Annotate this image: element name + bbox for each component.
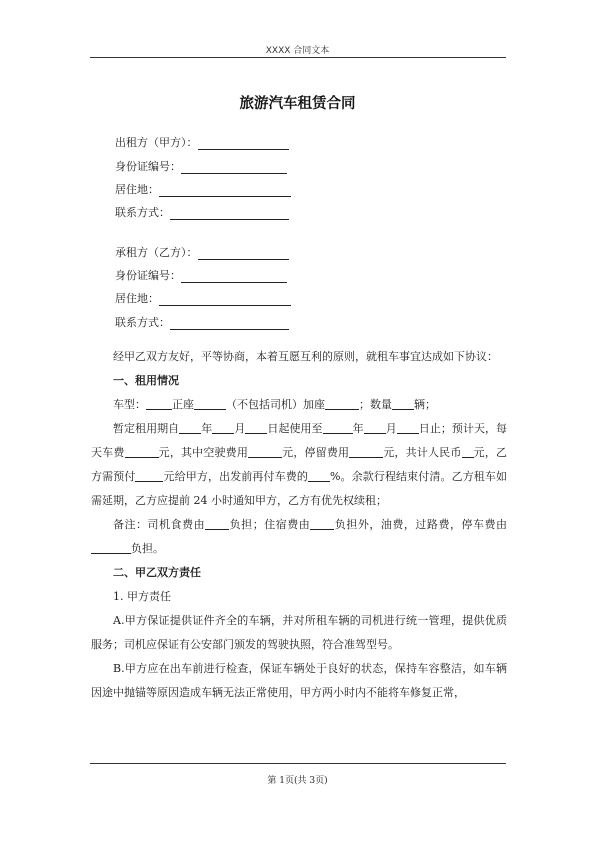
page-header: XXXX 合同文本	[265, 46, 330, 56]
extra-seat-blank[interactable]	[325, 397, 359, 410]
party-b-blank[interactable]	[198, 247, 289, 260]
header-divider	[90, 57, 506, 58]
daily-fee-blank[interactable]	[125, 445, 159, 458]
end-year-blank[interactable]	[323, 421, 353, 434]
clause-b: B.甲方应在出车前进行检查，保证车辆处于良好的状态，保持车容整洁，如车辆因途中抛锚等原因造成车辆无法正常使用，甲方两小时内不能将车修复正常，	[91, 662, 507, 699]
period-text-8: 元给甲方，出发前再付车费的	[163, 470, 308, 483]
end-month-blank[interactable]	[364, 421, 386, 434]
lodging-fee-payer-blank[interactable]	[310, 517, 334, 530]
car-type-blank[interactable]	[146, 397, 172, 410]
party-b-address-label: 居住地：	[115, 292, 159, 305]
party-b-id-blank[interactable]	[181, 270, 287, 283]
period-text-6: 元，共计人民币	[383, 446, 462, 459]
extra-seat-label: （不包括司机）加座	[226, 398, 325, 411]
period-text-2: 日起使用至	[267, 422, 323, 435]
party-a-contact-label: 联系方式：	[115, 206, 170, 219]
party-a-id-blank[interactable]	[181, 161, 287, 174]
intro-paragraph: 经甲乙双方友好，平等协商，本着互愿互利的原则，就租车事宜达成如下协议：	[113, 350, 498, 363]
deposit-percent-blank[interactable]	[308, 469, 330, 482]
car-type-label: 车型：	[113, 398, 146, 411]
party-b-contact-field	[115, 316, 289, 330]
party-a-id-field	[115, 160, 287, 174]
section-1-heading: 一、租用情况	[113, 374, 179, 387]
car-type-line	[91, 393, 507, 417]
stay-fee-blank[interactable]	[349, 445, 383, 458]
party-a-address-field	[115, 183, 291, 197]
start-month-blank[interactable]	[212, 421, 234, 434]
year-label-2: 年	[352, 422, 364, 435]
party-a-field	[115, 136, 289, 150]
party-a-blank[interactable]	[198, 137, 289, 150]
prepay-blank[interactable]	[135, 469, 163, 482]
section-2-heading: 二、甲乙双方责任	[113, 566, 201, 579]
fuel-fee-payer-blank[interactable]	[91, 541, 131, 554]
empty-run-fee-blank[interactable]	[248, 445, 282, 458]
party-b-id-label: 身份证编号：	[115, 269, 181, 282]
party-a-responsibility-heading: 1. 甲方责任	[113, 590, 171, 603]
start-year-blank[interactable]	[179, 421, 201, 434]
party-b-field	[115, 246, 289, 260]
clause-a: A.甲方保证提供证件齐全的车辆，并对所租车辆的司机进行统一管理，提供优质服务；司机应保证有公安部门颁发的驾驶执照，符合准驾型号。	[91, 614, 507, 651]
party-a-id-label: 身份证编号：	[115, 160, 181, 173]
month-label-1: 月	[234, 422, 246, 435]
unit-label: 辆；	[414, 398, 436, 411]
contract-body	[91, 345, 507, 705]
month-label-2: 月	[385, 422, 397, 435]
footer-divider	[90, 763, 506, 764]
seat-count-blank[interactable]	[194, 397, 226, 410]
note-text-3: 负担外，油费，过路费，停车费由	[334, 518, 508, 531]
rental-period-paragraph	[91, 417, 507, 513]
meal-fee-payer-blank[interactable]	[205, 517, 229, 530]
party-a-address-label: 居住地：	[115, 183, 159, 196]
period-text-7: 元，乙方需预付	[91, 446, 508, 483]
party-b-id-field	[115, 269, 287, 283]
period-text-3: 日止；预计天，每天车费	[91, 422, 508, 459]
end-day-blank[interactable]	[397, 421, 419, 434]
party-b-address-field	[115, 292, 291, 306]
note-text-4: 负担。	[131, 542, 164, 555]
period-text-4: 元，其中空驶费用	[158, 446, 248, 459]
start-day-blank[interactable]	[245, 421, 267, 434]
party-b-contact-blank[interactable]	[170, 317, 289, 330]
quantity-label: ；数量	[359, 398, 392, 411]
period-text-1: 暂定租用期自	[113, 422, 180, 435]
party-b-label: 承租方（乙方）：	[115, 246, 198, 259]
party-a-address-blank[interactable]	[159, 184, 291, 197]
document-title: 旅游汽车租赁合同	[239, 96, 356, 112]
page-number: 第 1页(共 3页)	[267, 776, 328, 786]
quantity-blank[interactable]	[392, 397, 414, 410]
seat-label: 正座	[172, 398, 194, 411]
note-text-1: 备注：司机食费由	[113, 518, 206, 531]
note-text-2: 负担；住宿费由	[229, 518, 311, 531]
period-text-5: 元，停留费用	[282, 446, 350, 459]
party-b-contact-label: 联系方式：	[115, 316, 170, 329]
party-b-address-blank[interactable]	[159, 293, 291, 306]
party-a-contact-blank[interactable]	[170, 207, 289, 220]
party-a-label: 出租方（甲方）：	[115, 136, 198, 149]
note-paragraph	[91, 513, 507, 561]
total-fee-blank[interactable]	[462, 445, 474, 458]
party-a-contact-field	[115, 206, 289, 220]
period-text-9: %。余款行程结束付清。乙方租车如需延期，乙方应提前 24 小时通知甲方，乙方有优先权续租；	[91, 470, 508, 507]
year-label-1: 年	[201, 422, 213, 435]
